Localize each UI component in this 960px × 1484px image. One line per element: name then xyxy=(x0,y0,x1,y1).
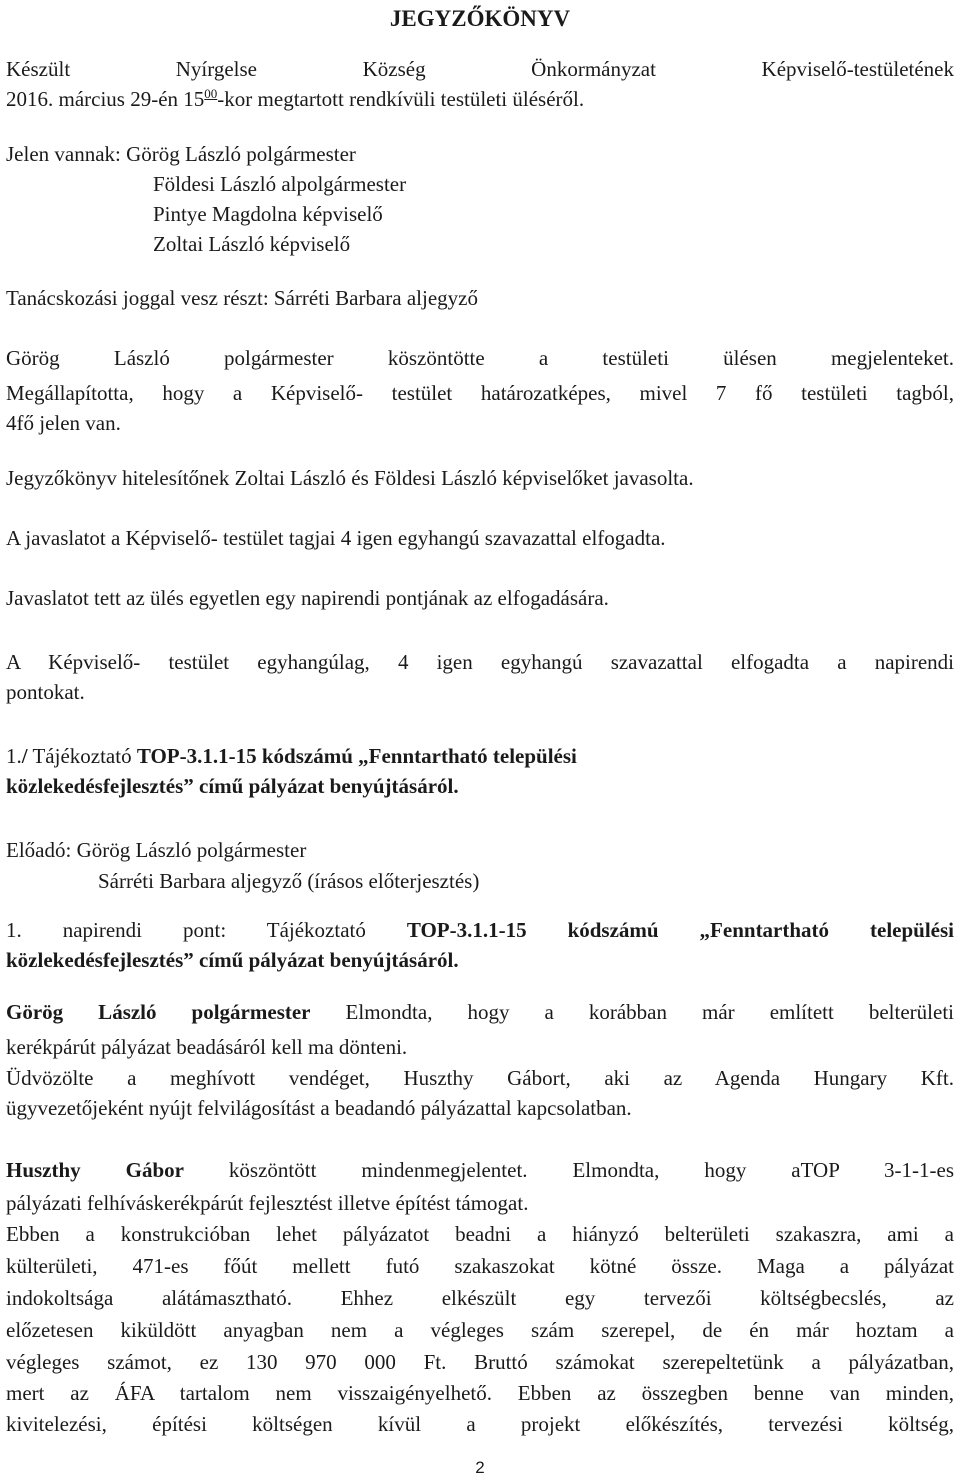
intro-rest: -kor megtartott rendkívüli testületi üléséről. xyxy=(217,87,585,111)
agenda-accepted-line-2: pontokat. xyxy=(6,680,85,704)
agenda-item-prefix: Tájékoztató xyxy=(27,744,137,768)
present-member: Zoltai László képviselő xyxy=(153,232,351,256)
agenda-item-title: TOP-3.1.1-15 kódszámú „Fenntartható települési xyxy=(136,744,577,768)
guest-speech-line: mert az ÁFA tartalom nem visszaigényelhető. Ebben az összegben benne van minden, xyxy=(6,1381,954,1405)
mayor-speech-line-2: kerékpárút pályázat beadásáról kell ma dönteni. xyxy=(6,1035,408,1059)
document-title: JEGYZŐKÖNYV xyxy=(389,6,571,31)
guest-speech-text: köszöntött mindenmegjelentet. Elmondta, hogy aTOP 3-1-1-es xyxy=(183,1158,954,1182)
present-first-line: Jelen vannak: Görög László polgármester xyxy=(6,142,356,166)
agenda-point-prefix: 1. napirendi pont: Tájékoztató xyxy=(6,918,407,942)
guest-speech-line: végleges számot, ez 130 970 000 Ft. Bruttó számokat szerepeltetünk a pályázatban, xyxy=(6,1350,954,1374)
agenda-point-line-1 xyxy=(6,915,954,945)
authenticators-paragraph: Jegyzőkönyv hitelesítőnek Zoltai László és Földesi László képviselőket javasolta. xyxy=(6,466,694,490)
agenda-item-slash: / xyxy=(21,744,28,768)
mayor-speech-line-4: ügyvezetőjeként nyújt felvilágosítást a beadandó pályázattal kapcsolatban. xyxy=(6,1096,632,1120)
intro-line-1: Készült Nyírgelse Község Önkormányzat Képviselő-testületének xyxy=(6,57,954,81)
guest-speaker-name: Huszthy Gábor xyxy=(6,1158,184,1182)
guest-speech-line: indokoltsága alátámasztható. Ehhez elkészült egy tervezői költségbecslés, az xyxy=(6,1286,954,1310)
guest-speech-line-1 xyxy=(6,1155,954,1185)
agenda-point-title-cont: közlekedésfejlesztés” című pályázat benyújtásáról. xyxy=(6,948,459,972)
welcome-line-3: 4fő jelen van. xyxy=(6,411,121,435)
mayor-speech-line-1 xyxy=(6,997,954,1027)
present-member: Földesi László alpolgármester xyxy=(153,172,407,196)
accepted-paragraph: A javaslatot a Képviselő- testület tagjai 4 igen egyhangú szavazattal elfogadta. xyxy=(6,526,666,550)
guest-speech-line: külterületi, 471-es főút mellett futó szakaszokat kötné össze. Maga a pályázat xyxy=(6,1254,954,1278)
welcome-line-2: Megállapította, hogy a Képviselő- testület határozatképes, mivel 7 fő testületi tagból, xyxy=(6,381,954,405)
intro-line-2 xyxy=(6,84,954,114)
page-number: 2 xyxy=(475,1458,485,1477)
guest-speech-line: Ebben a konstrukcióban lehet pályázatot beadni a hiányzó belterületi szakaszra, ami a xyxy=(6,1222,954,1246)
agenda-proposal-paragraph: Javaslatot tett az ülés egyetlen egy napirendi pontjának az elfogadására. xyxy=(6,586,609,610)
agenda-point-line-2 xyxy=(6,945,954,975)
agenda-accepted-line-1: A Képviselő- testület egyhangúlag, 4 igen egyhangú szavazattal elfogadta a napirendi xyxy=(6,650,954,674)
agenda-item-title-cont: közlekedésfejlesztés” című pályázat benyújtásáról. xyxy=(6,774,459,798)
guest-speech-line: előzetesen kiküldött anyagban nem a végleges szám szerepel, de én már hoztam a xyxy=(6,1318,954,1342)
welcome-line-1: Görög László polgármester köszöntötte a testületi ülésen megjelenteket. xyxy=(6,346,954,370)
agenda-item-line-1 xyxy=(6,741,954,771)
presenter-line-1: Előadó: Görög László polgármester xyxy=(6,838,307,862)
intro-time-superscript: 00 xyxy=(204,86,218,101)
present-member: Pintye Magdolna képviselő xyxy=(153,202,383,226)
agenda-item-line-2 xyxy=(6,771,954,801)
mayor-speech-line-3: Üdvözölte a meghívott vendéget, Huszthy Gábort, aki az Agenda Hungary Kft. xyxy=(6,1066,954,1090)
advisory-participant: Tanácskozási joggal vesz részt: Sárréti Barbara aljegyző xyxy=(6,286,478,310)
intro-date: 2016. március 29-én 15 xyxy=(6,87,205,111)
mayor-speaker-name: Görög László polgármester xyxy=(6,1000,311,1024)
agenda-point-title: TOP-3.1.1-15 kódszámú „Fenntartható települési xyxy=(406,918,954,942)
agenda-item-number: 1. xyxy=(6,744,22,768)
presenter-line-2: Sárréti Barbara aljegyző (írásos előterjesztés) xyxy=(98,869,480,893)
guest-speech-line: pályázati felhíváskerékpárút fejlesztést illetve építést támogat. xyxy=(6,1191,529,1215)
mayor-speech-text: Elmondta, hogy a korábban már említett belterületi xyxy=(310,1000,954,1024)
guest-speech-line: kivitelezési, építési költségen kívül a projekt előkészítés, tervezési költség, xyxy=(6,1412,954,1436)
